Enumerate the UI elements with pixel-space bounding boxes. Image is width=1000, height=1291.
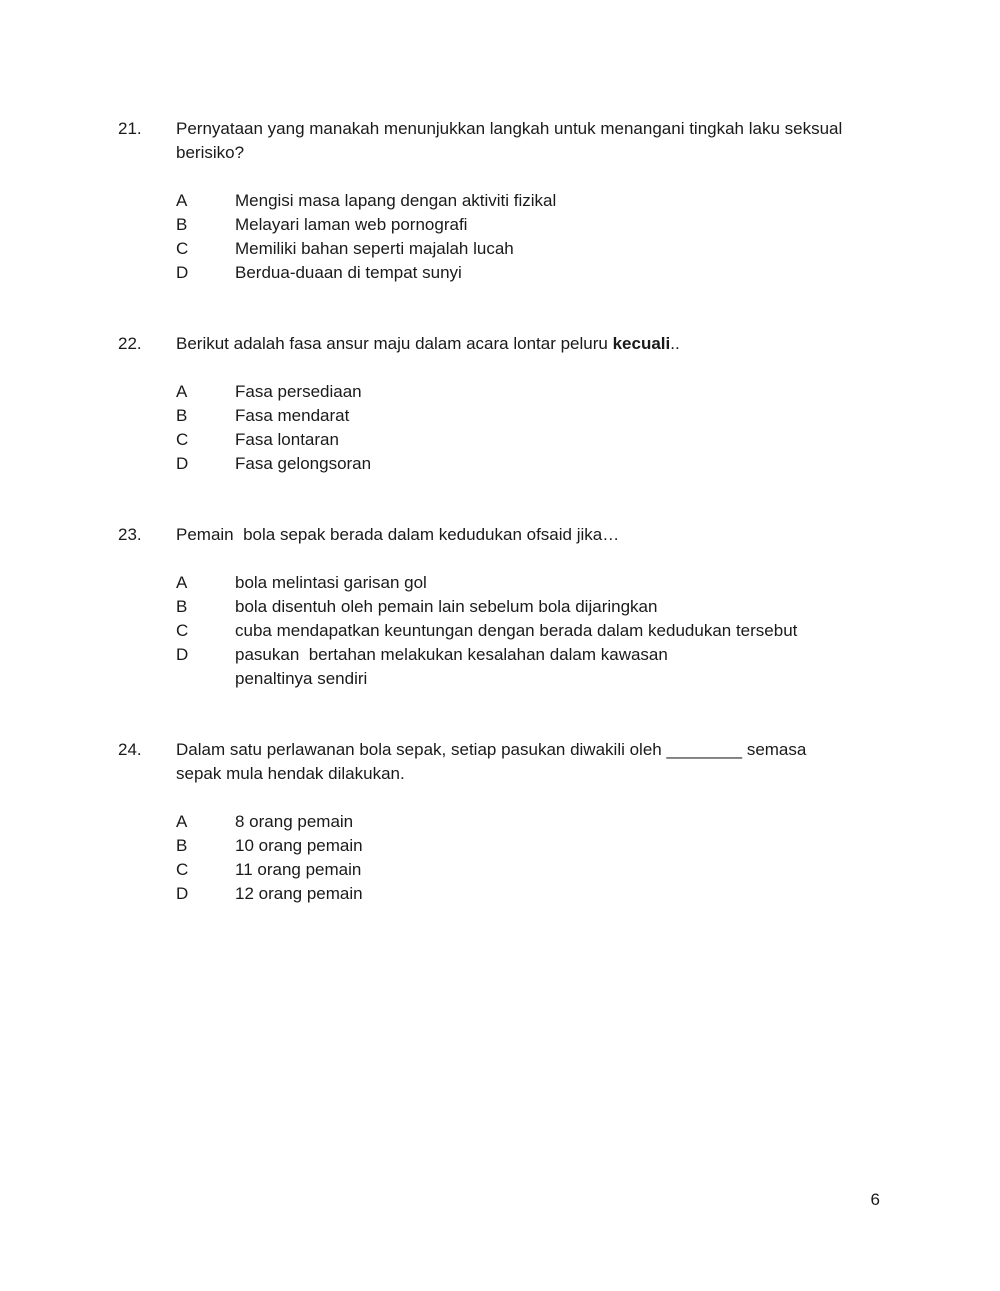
option-c[interactable] [176, 858, 878, 882]
question-number: 24. [118, 740, 142, 759]
option-letter: C [176, 239, 189, 258]
option-letter: C [176, 430, 189, 449]
option-text-line: penaltinya sendiri [235, 669, 368, 688]
option-text: bola disentuh oleh pemain lain sebelum bola dijaringkan [235, 597, 658, 616]
option-d[interactable] [176, 882, 878, 906]
option-a[interactable] [176, 571, 878, 595]
question-text: Dalam satu perlawanan bola sepak, setiap pasukan diwakili oleh ________ semasa sepak mula hendak dilakukan. [176, 740, 807, 783]
option-b[interactable] [176, 595, 878, 619]
option-d[interactable] [176, 452, 878, 476]
options-list [118, 571, 878, 691]
option-letter: C [176, 621, 189, 640]
question-22 [118, 332, 878, 476]
option-letter: A [176, 191, 188, 210]
option-text [235, 643, 878, 691]
option-c[interactable] [176, 428, 878, 452]
option-a[interactable] [176, 380, 878, 404]
question-24 [118, 738, 878, 906]
option-text: Fasa mendarat [235, 406, 350, 425]
question-text: Pemain bola sepak berada dalam kedudukan ofsaid jika… [176, 525, 620, 544]
option-text: 12 orang pemain [235, 884, 363, 903]
option-text: Melayari laman web pornografi [235, 215, 468, 234]
option-letter: D [176, 884, 189, 903]
option-letter: D [176, 263, 189, 282]
option-d[interactable] [176, 643, 878, 691]
option-letter: D [176, 454, 189, 473]
question-21 [118, 117, 878, 285]
option-letter: C [176, 860, 189, 879]
question-number: 22. [118, 334, 142, 353]
option-text: Mengisi masa lapang dengan aktiviti fizikal [235, 191, 557, 210]
option-a[interactable] [176, 189, 878, 213]
options-list [118, 380, 878, 476]
options-list [118, 810, 878, 906]
option-text: Fasa persediaan [235, 382, 362, 401]
page-number: 6 [870, 1190, 880, 1209]
question-number: 23. [118, 525, 142, 544]
option-text: Fasa gelongsoran [235, 454, 372, 473]
options-list [118, 189, 878, 285]
option-text: 11 orang pemain [235, 860, 362, 879]
option-a[interactable] [176, 810, 878, 834]
option-text-line: pasukan bertahan melakukan kesalahan dalam kawasan [235, 645, 668, 664]
option-letter: B [176, 215, 188, 234]
option-text: 8 orang pemain [235, 812, 354, 831]
question-number: 21. [118, 119, 142, 138]
option-d[interactable] [176, 261, 878, 285]
emphasis-kecuali: kecuali [612, 334, 671, 353]
option-letter: B [176, 836, 188, 855]
option-text: Fasa lontaran [235, 430, 339, 449]
option-letter: A [176, 382, 188, 401]
option-text: 10 orang pemain [235, 836, 363, 855]
question-text-part: Berikut adalah fasa ansur maju dalam acara lontar peluru [176, 334, 613, 353]
option-letter: A [176, 812, 188, 831]
question-text: Pernyataan yang manakah menunjukkan langkah untuk menangani tingkah laku seksual berisiko? [176, 119, 843, 162]
option-letter: B [176, 406, 188, 425]
option-b[interactable] [176, 213, 878, 237]
option-text: Memiliki bahan seperti majalah lucah [235, 239, 514, 258]
option-b[interactable] [176, 834, 878, 858]
option-c[interactable] [176, 237, 878, 261]
option-letter: A [176, 573, 188, 592]
option-letter: D [176, 645, 189, 664]
option-text: Berdua-duaan di tempat sunyi [235, 263, 462, 282]
option-c[interactable] [176, 619, 878, 643]
option-letter: B [176, 597, 188, 616]
question-text-part: .. [670, 334, 680, 353]
question-23 [118, 523, 878, 691]
option-text: cuba mendapatkan keuntungan dengan berada dalam kedudukan tersebut [235, 621, 798, 640]
question-text [176, 332, 878, 356]
option-text: bola melintasi garisan gol [235, 573, 427, 592]
option-b[interactable] [176, 404, 878, 428]
